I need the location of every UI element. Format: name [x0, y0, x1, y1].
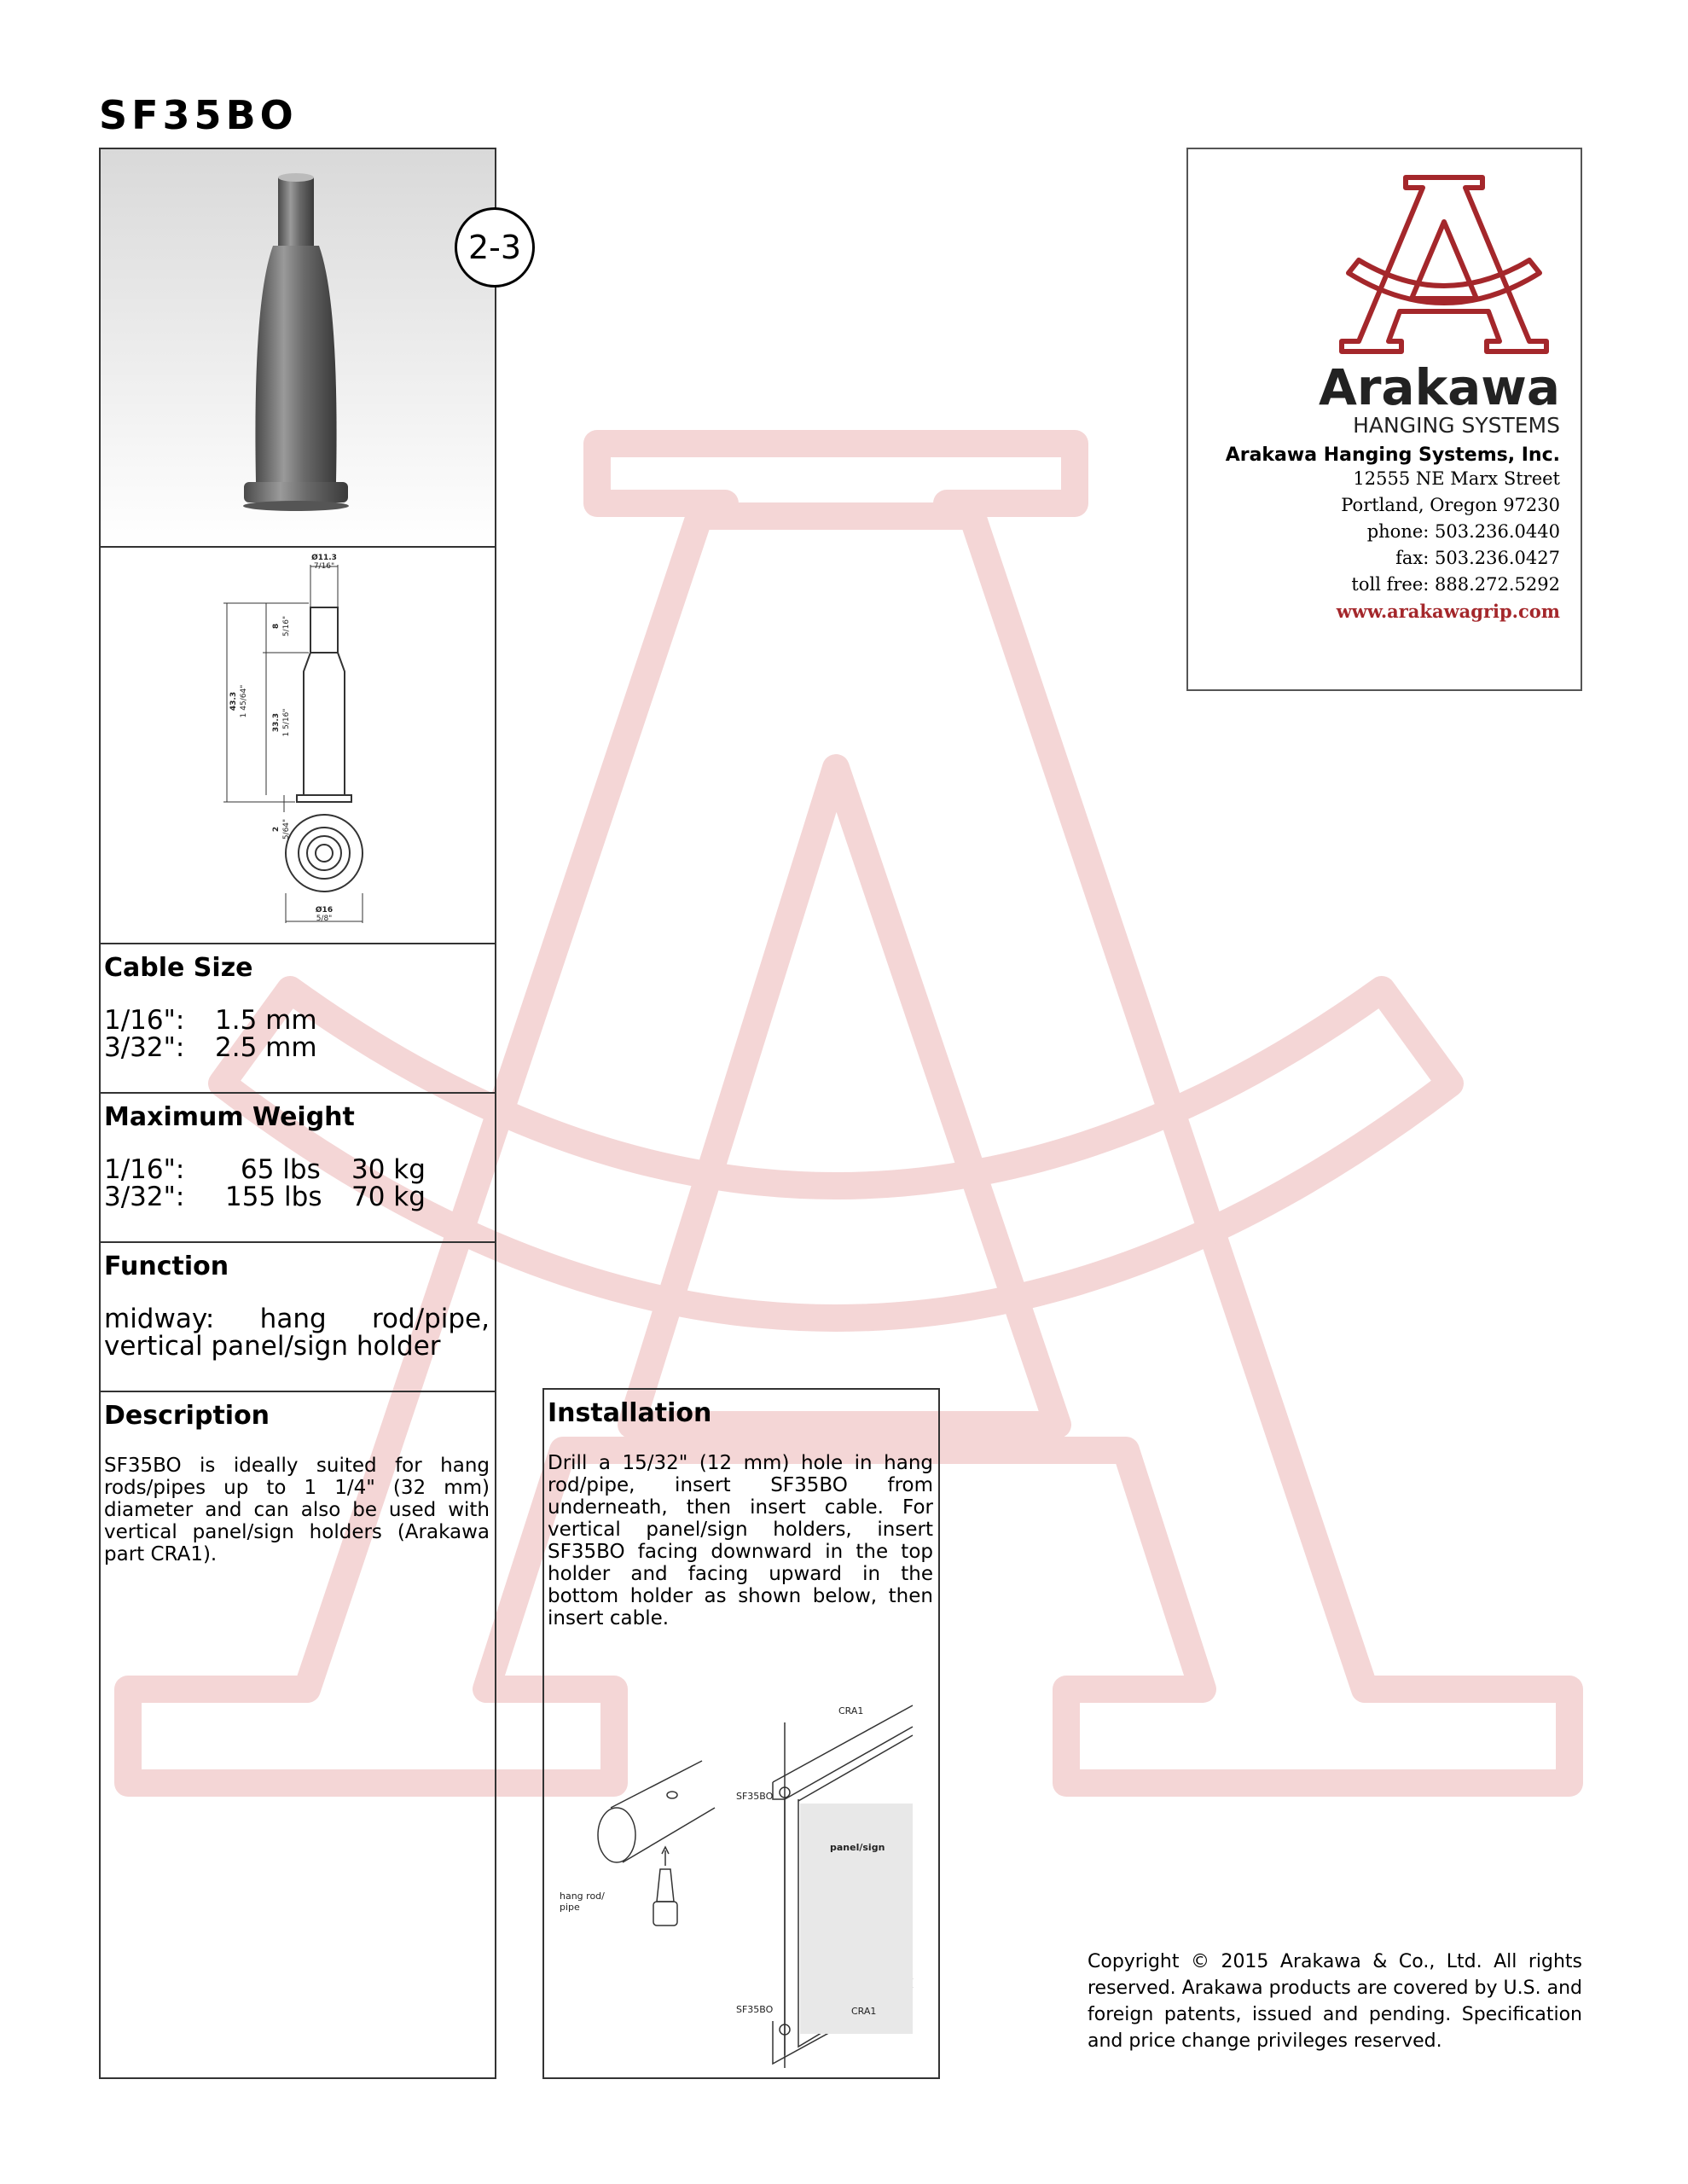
page-badge: [455, 207, 535, 288]
installation-heading: Installation: [548, 1398, 712, 1428]
dim-base-dia-in: 5/8": [316, 915, 333, 923]
cable-row-1: 1/16": 1.5 mm: [104, 1005, 317, 1036]
label-sf35bo-bottom: SF35BO: [736, 2004, 774, 2015]
function-section: [101, 1241, 495, 1391]
max-weight-section: [101, 1092, 495, 1241]
dim-body: 33.3: [272, 712, 281, 733]
spec-column: [99, 148, 522, 2079]
product-photo: [101, 149, 495, 546]
dim-tip: 8: [272, 623, 281, 630]
dim-total-in: 1 45/64": [240, 684, 248, 718]
dim-total: 43.3: [229, 691, 238, 712]
label-panel: panel/sign: [830, 1842, 885, 1853]
weight-row-2: 3/32": 155 lbs 70 kg: [104, 1182, 426, 1212]
description-section: [101, 1391, 495, 2077]
label-sf35bo-top: SF35BO: [736, 1791, 774, 1802]
function-text: midway: hang rod/pipe, vertical panel/sign holder: [104, 1304, 490, 1362]
company-box: [1186, 148, 1582, 691]
dim-base-dia: Ø16: [315, 906, 334, 915]
fitting-photo-icon: [101, 149, 495, 546]
dim-tip-in: 5/16": [282, 615, 291, 637]
function-heading: Function: [104, 1252, 229, 1281]
dim-body-in: 1 5/16": [282, 708, 291, 737]
company-phone: phone: 503.236.0440: [1366, 521, 1560, 542]
label-cra1-bottom: CRA1: [851, 2006, 877, 2017]
dimension-drawing: [101, 548, 495, 941]
company-fax: fax: 503.236.0427: [1395, 548, 1560, 568]
company-name: Arakawa Hanging Systems, Inc.: [1225, 444, 1560, 466]
company-street: 12555 NE Marx Street: [1353, 468, 1560, 489]
company-tollfree: toll free: 888.272.5292: [1351, 574, 1560, 595]
description-heading: Description: [104, 1401, 270, 1431]
label-cra1-top: CRA1: [838, 1705, 864, 1716]
dim-top-dia: Ø11.3: [311, 554, 337, 562]
label-rod: hang rod/ pipe: [560, 1891, 605, 1913]
cable-row-2: 3/32": 2.5 mm: [104, 1032, 317, 1063]
description-text: SF35BO is ideally suited for hang rods/pipes up to 1 1/4" (32 mm) diameter and can also be used with vertical panel/sign holders (Arakawa part CRA1).: [104, 1455, 490, 1565]
product-title: SF35BO: [99, 92, 298, 138]
brand-tagline: HANGING SYSTEMS: [1353, 413, 1560, 438]
badge-text: 2-3: [467, 229, 522, 266]
copyright-notice: Copyright © 2015 Arakawa & Co., Ltd. All rights reserved. Arakawa products are covered by U.S. and foreign patents, issued and pending. Specification and price change privileges reserved.: [1088, 1951, 1582, 2052]
installation-section: [542, 1388, 940, 2079]
cable-size-section: [101, 943, 495, 1092]
cable-size-heading: Cable Size: [104, 953, 253, 983]
dim-top-dia-in: 7/16": [313, 562, 335, 571]
brand-name: Arakawa: [1318, 358, 1560, 416]
company-city: Portland, Oregon 97230: [1341, 495, 1560, 515]
dim-flange-in: 5/64": [282, 818, 291, 840]
arakawa-logo-icon: [1333, 171, 1555, 358]
company-website[interactable]: www.arakawagrip.com: [1336, 601, 1560, 622]
technical-drawing: [101, 546, 495, 943]
installation-text: Drill a 15/32" (12 mm) hole in hang rod/pipe, insert SF35BO from underneath, then insert cable. For vertical panel/sign holders, insert SF35BO facing downward in the top holder and facing upward in the bottom holder as shown below, then insert cable.: [548, 1452, 933, 1629]
weight-row-1: 1/16": 65 lbs 30 kg: [104, 1154, 426, 1185]
dim-flange: 2: [272, 826, 281, 833]
max-weight-heading: Maximum Weight: [104, 1102, 355, 1132]
installation-diagram: [544, 1646, 938, 2072]
